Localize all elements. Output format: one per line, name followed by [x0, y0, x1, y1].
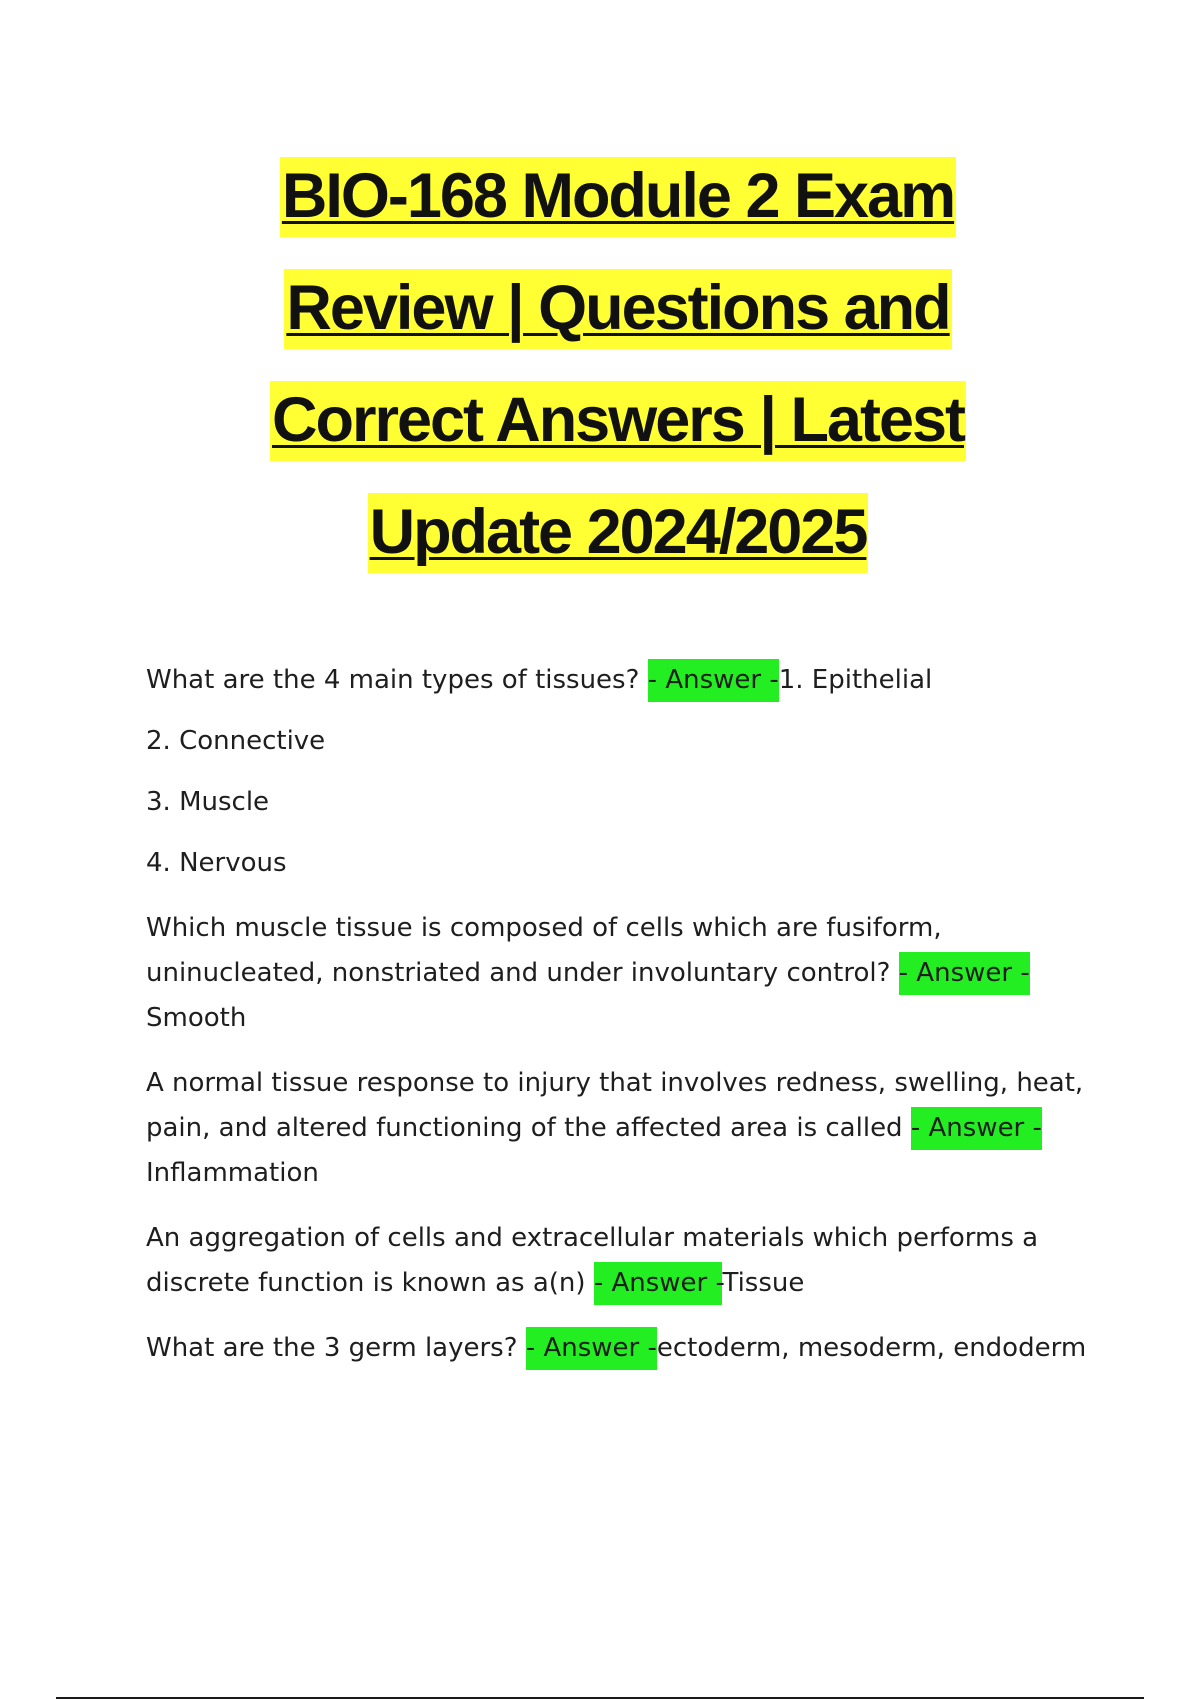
answer-text: Smooth — [146, 1003, 247, 1033]
answer-list-item: 4. Nervous — [146, 848, 287, 878]
title-line-text: Update 2024/2025 — [368, 493, 869, 573]
question-text: What are the 4 main types of tissues? — [146, 665, 648, 695]
answer-tag: - Answer - — [899, 952, 1030, 995]
answer-text: Inflammation — [146, 1158, 319, 1188]
title-line — [0, 252, 1200, 364]
question-text: A normal tissue response to injury that involves redness, swelling, heat, pain, and altered functioning of the affected area is called — [146, 1068, 1084, 1143]
question-text: Which muscle tissue is composed of cells which are fusiform, uninucleated, nonstriated and under involuntary control? — [146, 913, 942, 988]
answer-tag: - Answer - — [911, 1107, 1042, 1150]
qa-item — [146, 1326, 1096, 1371]
answer-tag: - Answer - — [648, 659, 779, 702]
qa-list — [146, 658, 1096, 1391]
qa-item — [146, 1061, 1096, 1196]
title-line — [0, 140, 1200, 252]
answer-tag: - Answer - — [594, 1262, 723, 1305]
answer-tag: - Answer - — [526, 1327, 657, 1370]
answer-text: ectoderm, mesoderm, endoderm — [656, 1333, 1087, 1363]
document-title — [0, 140, 1200, 588]
qa-paragraph — [146, 1326, 1096, 1371]
qa-paragraph — [146, 1216, 1096, 1306]
question-text: What are the 3 germ layers? — [146, 1333, 526, 1363]
answer-list-item: 3. Muscle — [146, 787, 270, 817]
title-line-text: Correct Answers | Latest — [270, 381, 966, 461]
title-line-text: Review | Questions and — [284, 269, 951, 349]
footer-divider — [56, 1697, 1144, 1699]
answer-text: 1. Epithelial — [778, 665, 933, 695]
qa-question-line — [146, 658, 1096, 703]
qa-item — [146, 1216, 1096, 1306]
qa-paragraph — [146, 1061, 1096, 1196]
qa-item — [146, 906, 1096, 1041]
qa-paragraph — [146, 906, 1096, 1041]
question-text: An aggregation of cells and extracellular materials which performs a discrete function is known as a(n) — [146, 1223, 1039, 1298]
title-line — [0, 476, 1200, 588]
title-line-text: BIO-168 Module 2 Exam — [280, 157, 956, 237]
answer-text: Tissue — [722, 1268, 805, 1298]
qa-item — [146, 658, 1096, 886]
title-line — [0, 364, 1200, 476]
answer-list-item: 2. Connective — [146, 726, 326, 756]
